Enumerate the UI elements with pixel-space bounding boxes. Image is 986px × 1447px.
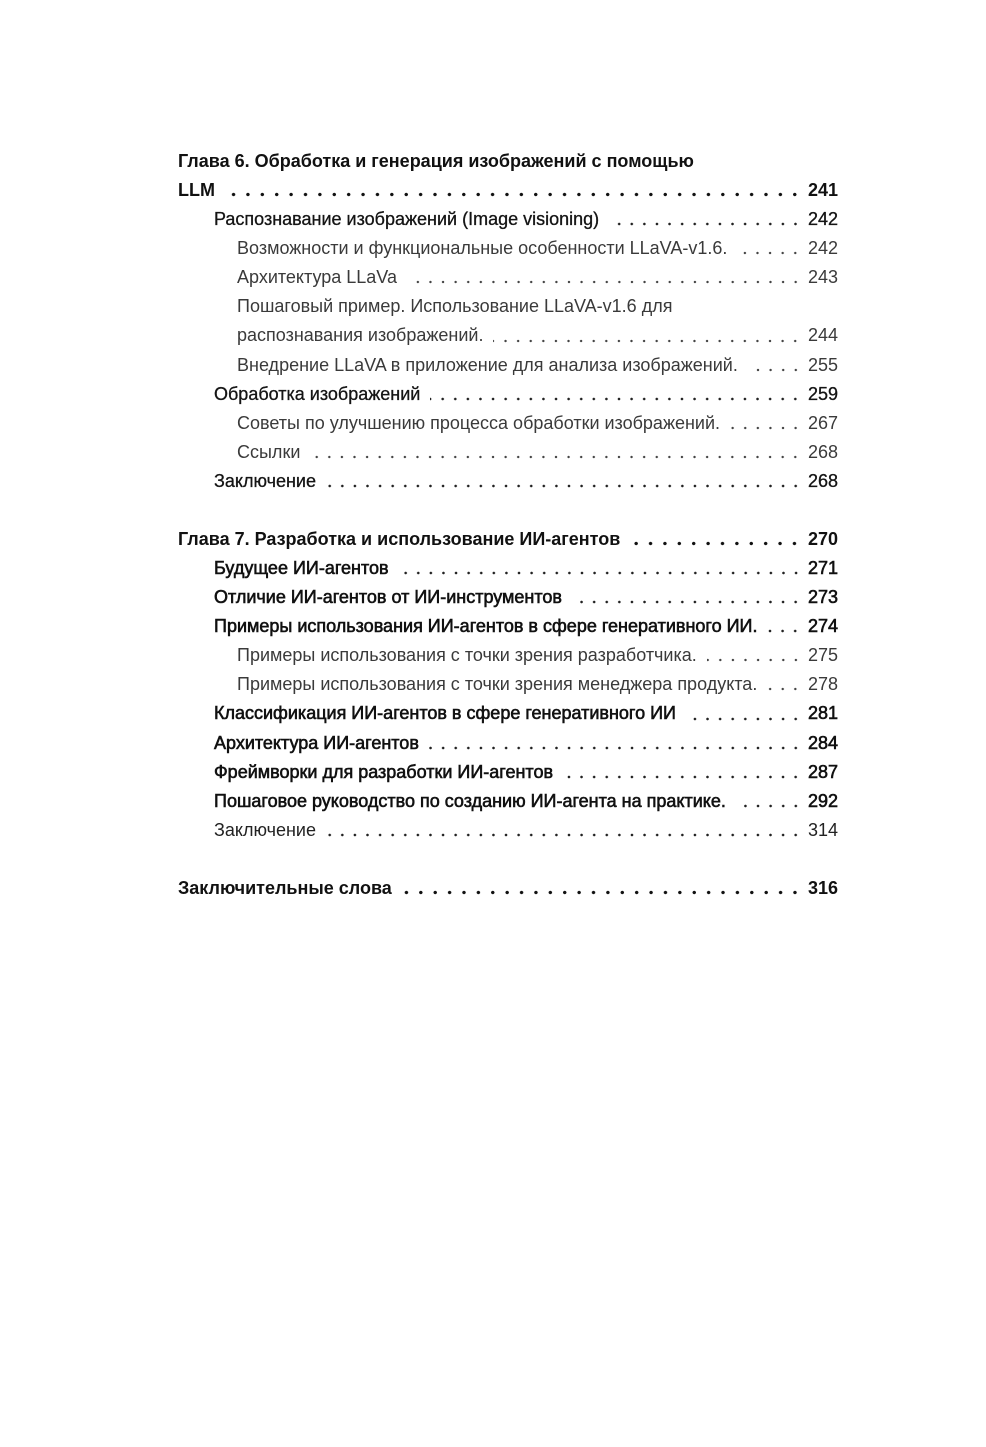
dot-leader (736, 787, 802, 816)
subsection-page-number: 268 (807, 441, 838, 462)
toc-section (178, 554, 838, 583)
dot-leader (326, 467, 802, 496)
chapter-heading (178, 525, 838, 554)
section-title: Заключение (214, 819, 316, 840)
subsection-title: Возможности и функциональные особенности LLaVA-v1.6. (237, 238, 728, 259)
section-page-number: 268 (807, 470, 838, 491)
toc-section (178, 816, 838, 845)
dot-leader (630, 525, 802, 554)
dot-leader (225, 176, 802, 205)
chapter-page-number: 270 (807, 529, 838, 550)
section-page-number: 284 (807, 732, 838, 753)
dot-leader (767, 612, 801, 641)
dot-leader (399, 554, 802, 583)
dot-leader (748, 351, 802, 380)
chapter-heading (178, 874, 838, 903)
section-title: Фреймворки для разработки ИИ-агентов (214, 761, 554, 782)
subsection-page-number: 267 (807, 412, 838, 433)
toc-subsection (178, 321, 838, 350)
dot-leader (493, 321, 802, 350)
toc-subsection (178, 641, 838, 670)
chapter-title: Глава 7. Разработка и использование ИИ-агентов (178, 529, 621, 550)
spacer (178, 496, 838, 525)
section-title: Отличие ИИ-агентов от ИИ-инструментов (214, 587, 562, 608)
dot-leader (429, 729, 802, 758)
toc-section (178, 380, 838, 409)
toc-section (178, 758, 838, 787)
dot-leader (407, 263, 802, 292)
section-page-number: 314 (807, 819, 838, 840)
chapter-title: Заключительные слова (178, 877, 392, 898)
section-title: Будущее ИИ-агентов (214, 558, 389, 579)
subsection-page-number: 243 (807, 267, 838, 288)
subsection-title: Примеры использования с точки зрения разработчика. (237, 645, 697, 666)
toc-subsection (178, 409, 838, 438)
dot-leader (707, 641, 802, 670)
subsection-page-number: 244 (807, 325, 838, 346)
section-title: Архитектура ИИ-агентов (214, 732, 419, 753)
chapter-page-number: 241 (807, 180, 838, 201)
section-title: Заключение (214, 470, 316, 491)
subsection-page-number: 242 (807, 238, 838, 259)
dot-leader (430, 380, 802, 409)
toc-subsection (178, 351, 838, 380)
section-page-number: 292 (807, 790, 838, 811)
subsection-title: распознавания изображений. (237, 325, 484, 346)
dot-leader (310, 438, 802, 467)
dot-leader (767, 670, 802, 699)
toc-section (178, 583, 838, 612)
dot-leader (737, 234, 802, 263)
toc-subsection (178, 292, 838, 321)
subsection-title: Ссылки (237, 441, 301, 462)
dot-leader (326, 816, 802, 845)
toc-section (178, 205, 838, 234)
subsection-title: Советы по улучшению процесса обработки изображений. (237, 412, 721, 433)
section-page-number: 274 (807, 616, 838, 637)
subsection-page-number: 255 (807, 354, 838, 375)
subsection-title: Внедрение LLaVA в приложение для анализа изображений. (237, 354, 738, 375)
dot-leader (572, 583, 802, 612)
subsection-title: Примеры использования с точки зрения менеджера продукта. (237, 674, 758, 695)
dot-leader (563, 758, 802, 787)
dot-leader (609, 205, 802, 234)
section-page-number: 271 (807, 558, 838, 579)
spacer (178, 845, 838, 874)
toc-section (178, 467, 838, 496)
toc-section (178, 612, 838, 641)
section-title: Примеры использования ИИ-агентов в сфере генеративного ИИ. (214, 616, 758, 637)
section-page-number: 287 (807, 761, 838, 782)
dot-leader (686, 699, 802, 728)
chapter-heading (178, 147, 838, 176)
section-title: Пошаговое руководство по созданию ИИ-агента на практике. (214, 790, 726, 811)
subsection-page-number: 275 (807, 645, 838, 666)
subsection-title: Пошаговый пример. Использование LLaVA-v1.6 для (237, 296, 673, 317)
table-of-contents (178, 147, 838, 903)
section-title: Обработка изображений (214, 383, 421, 404)
subsection-page-number: 278 (807, 674, 838, 695)
chapter-page-number: 316 (807, 877, 838, 898)
chapter-heading (178, 176, 838, 205)
dot-leader (730, 409, 802, 438)
section-page-number: 259 (807, 383, 838, 404)
toc-section (178, 787, 838, 816)
section-page-number: 242 (807, 209, 838, 230)
toc-subsection (178, 438, 838, 467)
toc-section (178, 729, 838, 758)
toc-subsection (178, 670, 838, 699)
toc-subsection (178, 263, 838, 292)
chapter-title: Глава 6. Обработка и генерация изображений с помощью (178, 151, 694, 171)
section-title: Распознавание изображений (Image visioning) (214, 209, 600, 230)
chapter-title: LLM (178, 180, 215, 201)
toc-subsection (178, 234, 838, 263)
dot-leader (402, 874, 802, 903)
toc-section (178, 699, 838, 728)
section-title: Классификация ИИ-агентов в сфере генеративного ИИ (214, 703, 676, 724)
subsection-title: Архитектура LLaVa (237, 267, 397, 288)
section-page-number: 273 (807, 587, 838, 608)
section-page-number: 281 (807, 703, 838, 724)
